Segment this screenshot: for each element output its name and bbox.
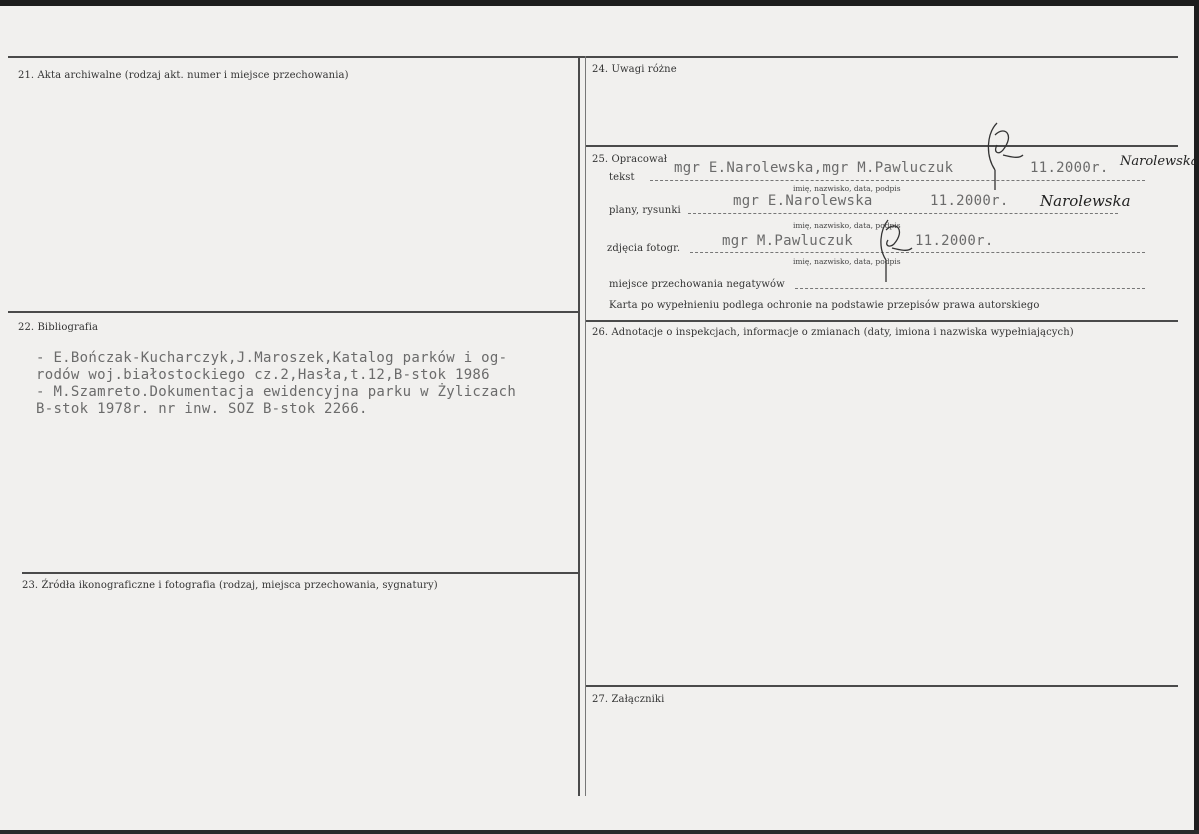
section-23-label: 23. Źródła ikonograficzne i fotografia (rodzaj, miejsca przechowania, sygnatury)	[22, 580, 438, 591]
line-right-3	[586, 685, 1178, 687]
line-right-1	[586, 145, 1178, 147]
copyright-notice: Karta po wypełnieniu podlega ochronie na podstawie przepisów prawa autorskiego	[609, 300, 1040, 311]
bibliography-line: - E.Bończak-Kucharczyk,J.Maroszek,Katalog parków i og-	[36, 350, 508, 366]
tekst-dotline	[650, 180, 1145, 181]
bibliography-line: rodów woj.białostockiego cz.2,Hasła,t.12,B-stok 1986	[36, 367, 490, 383]
zdjecia-value: mgr M.Pawluczuk	[722, 233, 853, 249]
plany-value: mgr E.Narolewska	[733, 193, 873, 209]
plany-hint: imię, nazwisko, data, podpis	[793, 221, 901, 230]
section-22-label: 22. Bibliografia	[18, 322, 99, 333]
zdjecia-hint: imię, nazwisko, data, podpis	[793, 257, 901, 266]
section-25-label: 25. Opracował	[592, 154, 668, 165]
signature-initials-icon	[870, 214, 915, 284]
bibliography-line: - M.Szamreto.Dokumentacja ewidencyjna parku w Żyliczach	[36, 384, 517, 400]
plany-label: plany, rysunki	[609, 205, 681, 216]
line-top	[8, 56, 1178, 58]
scan-edge-top	[0, 0, 1199, 6]
zdjecia-dotline	[690, 252, 1145, 253]
tekst-label: tekst	[609, 172, 635, 183]
bibliography-line: B-stok 1978r. nr inw. SOZ B-stok 2266.	[36, 401, 368, 417]
tekst-date: 11.2000r.	[1030, 160, 1109, 176]
plany-signature: Narolewska	[1040, 192, 1131, 210]
tekst-value: mgr E.Narolewska,mgr M.Pawluczuk	[674, 160, 954, 176]
negatywy-label: miejsce przechowania negatywów	[609, 279, 785, 290]
scan-edge-right	[1194, 0, 1199, 834]
line-center-vertical	[578, 56, 580, 796]
tekst-hint: imię, nazwisko, data, podpis	[793, 184, 901, 193]
line-left-2	[22, 572, 579, 574]
line-left-1	[8, 311, 579, 313]
zdjecia-label: zdjęcia fotogr.	[607, 243, 681, 254]
line-right-2	[586, 320, 1178, 322]
section-24-label: 24. Uwagi różne	[592, 64, 677, 75]
signature-initials-icon	[975, 115, 1025, 195]
section-26-label: 26. Adnotacje o inspekcjach, informacje o zmianach (daty, imiona i nazwiska wypełniających)	[592, 327, 1074, 338]
plany-date: 11.2000r.	[930, 193, 1009, 209]
section-27-label: 27. Załączniki	[592, 694, 665, 705]
section-21-label: 21. Akta archiwalne (rodzaj akt. numer i miejsce przechowania)	[18, 70, 349, 81]
negatywy-dotline	[795, 288, 1145, 289]
scan-edge-bottom	[0, 830, 1199, 834]
zdjecia-date: 11.2000r.	[915, 233, 994, 249]
tekst-signature: Narolewska	[1120, 154, 1199, 169]
